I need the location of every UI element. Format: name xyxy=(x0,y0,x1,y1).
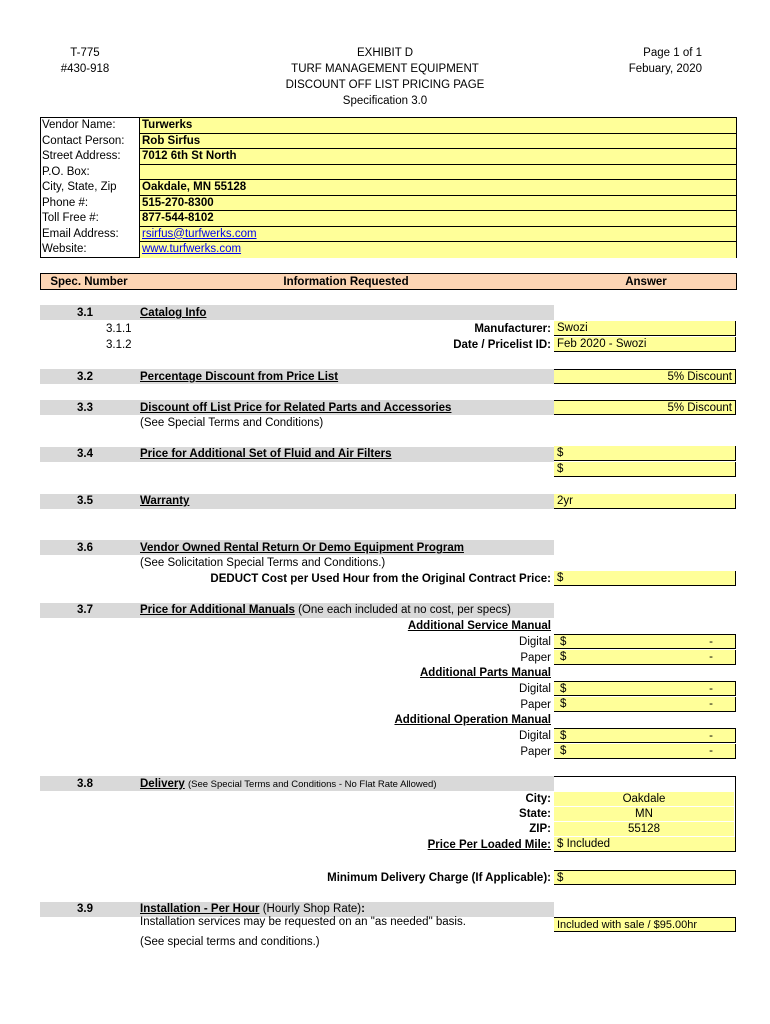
operation-manual-heading: Additional Operation Manual xyxy=(394,714,551,726)
item-3-1-2-number: 3.1.2 xyxy=(106,339,132,351)
answer-header: Answer xyxy=(625,276,667,288)
spec-number-header: Spec. Number xyxy=(50,276,128,288)
section-3-1-bar xyxy=(40,305,554,320)
loaded-mile-answer[interactable]: $ Included xyxy=(554,837,736,852)
manufacturer-answer[interactable]: Swozi xyxy=(554,321,736,336)
doc-title-1: TURF MANAGEMENT EQUIPMENT xyxy=(291,63,479,75)
empty-value-dash: - xyxy=(709,698,713,710)
information-header: Information Requested xyxy=(283,276,409,288)
section-3-5-title: Warranty xyxy=(140,495,190,507)
doc-id: T-775 xyxy=(70,47,100,59)
column-header-row xyxy=(40,273,737,290)
empty-value-dash: - xyxy=(709,730,713,742)
manufacturer-label: Manufacturer: xyxy=(474,323,551,335)
currency-sign: $ xyxy=(560,636,567,648)
page-number: Page 1 of 1 xyxy=(643,47,702,59)
pricelist-answer[interactable]: Feb 2020 - Swozi xyxy=(554,337,736,352)
currency-sign: $ xyxy=(560,698,567,710)
section-3-5-bar xyxy=(40,494,554,509)
deduct-cost-label: DEDUCT Cost per Used Hour from the Original Contract Price: xyxy=(210,573,551,585)
service-paper-label: Paper xyxy=(520,652,551,664)
section-3-6-number: 3.6 xyxy=(77,542,93,554)
po-box-value[interactable] xyxy=(139,165,736,181)
website-label: Website: xyxy=(42,243,87,255)
doc-number: #430-918 xyxy=(60,63,110,75)
filter-price-answer-2[interactable]: $ xyxy=(554,462,736,477)
parts-paper-answer[interactable] xyxy=(554,697,736,712)
vendor-name-value[interactable]: Turwerks xyxy=(139,118,736,134)
section-3-6-title: Vendor Owned Rental Return Or Demo Equipment Program xyxy=(140,542,464,554)
pricelist-label: Date / Pricelist ID: xyxy=(453,339,551,351)
section-3-4-number: 3.4 xyxy=(77,448,93,460)
currency-sign: $ xyxy=(560,651,567,663)
price-list-discount-answer[interactable]: 5% Discount xyxy=(554,369,736,384)
section-3-9-title: Installation - Per Hour xyxy=(140,903,260,915)
section-3-4-title: Price for Additional Set of Fluid and Air Filters xyxy=(140,448,392,460)
section-3-8-number: 3.8 xyxy=(77,778,93,790)
phone-value[interactable]: 515-270-8300 xyxy=(139,196,736,212)
exhibit-label: EXHIBIT D xyxy=(356,47,414,59)
parts-digital-label: Digital xyxy=(519,683,551,695)
section-3-9-title-note: (Hourly Shop Rate) xyxy=(262,903,362,915)
service-manual-heading: Additional Service Manual xyxy=(407,620,551,632)
section-3-8-title: Delivery xyxy=(140,778,185,790)
street-address-value[interactable]: 7012 6th St North xyxy=(139,149,736,165)
doc-title-2: DISCOUNT OFF LIST PRICING PAGE xyxy=(285,79,485,91)
section-3-7-number: 3.7 xyxy=(77,604,93,616)
currency-sign: $ xyxy=(560,730,567,742)
phone-label: Phone #: xyxy=(42,196,89,209)
section-3-5-number: 3.5 xyxy=(77,495,93,507)
section-3-9-heading xyxy=(140,902,365,916)
filter-price-answer-1[interactable]: $ xyxy=(554,446,736,461)
section-3-3-title: Discount off List Price for Related Parts and Accessories xyxy=(140,402,452,414)
section-3-7-title-note: (One each included at no cost, per specs) xyxy=(298,604,511,616)
street-address-label: Street Address: xyxy=(42,150,121,162)
vendor-info-table xyxy=(40,117,737,258)
empty-value-dash: - xyxy=(709,683,713,695)
parts-digital-answer[interactable] xyxy=(554,681,736,696)
warranty-answer[interactable]: 2yr xyxy=(554,494,736,509)
po-box-label: P.O. Box: xyxy=(42,165,90,178)
section-3-8-title-note: (See Special Terms and Conditions - No Flat Rate Allowed) xyxy=(187,779,437,790)
currency-sign: $ xyxy=(560,745,567,757)
min-delivery-label: Minimum Delivery Charge (If Applicable): xyxy=(327,872,551,884)
section-3-7-heading xyxy=(140,603,511,617)
email-label: Email Address: xyxy=(42,227,119,240)
empty-value-dash: - xyxy=(709,651,713,663)
parts-discount-answer[interactable]: 5% Discount xyxy=(554,400,736,415)
operation-paper-label: Paper xyxy=(520,746,551,758)
contact-person-value[interactable]: Rob Sirfus xyxy=(139,134,736,150)
section-3-9-note-1: Installation services may be requested on an "as needed" basis. xyxy=(140,916,466,928)
parts-manual-heading: Additional Parts Manual xyxy=(420,667,551,679)
section-3-1-number: 3.1 xyxy=(77,307,93,319)
state-label: State: xyxy=(519,808,551,820)
section-3-2-number: 3.2 xyxy=(77,371,93,383)
section-3-3-note: (See Special Terms and Conditions) xyxy=(140,417,324,429)
state-answer[interactable]: MN xyxy=(554,807,734,821)
city-answer[interactable]: Oakdale xyxy=(554,792,734,806)
service-paper-answer[interactable] xyxy=(554,650,736,665)
currency-sign: $ xyxy=(560,683,567,695)
deduct-cost-answer[interactable]: $ xyxy=(554,571,736,586)
installation-answer[interactable]: Included with sale / $95.00hr xyxy=(554,917,736,932)
toll-free-label: Toll Free #: xyxy=(42,212,99,224)
spec-label: Specification 3.0 xyxy=(342,95,428,107)
vendor-name-label: Vendor Name: xyxy=(42,119,116,131)
service-digital-label: Digital xyxy=(519,636,551,648)
section-3-6-note: (See Solicitation Special Terms and Conditions.) xyxy=(140,557,386,569)
service-digital-answer[interactable] xyxy=(554,634,736,649)
section-3-7-title: Price for Additional Manuals xyxy=(140,604,295,616)
section-3-9-colon: : xyxy=(361,903,365,915)
section-3-3-number: 3.3 xyxy=(77,402,93,414)
doc-date: Febuary, 2020 xyxy=(628,63,702,75)
operation-paper-answer[interactable] xyxy=(554,744,736,759)
section-3-8-heading xyxy=(140,777,437,792)
toll-free-value[interactable]: 877-544-8102 xyxy=(139,211,736,227)
section-3-1-title: Catalog Info xyxy=(140,307,207,319)
contact-person-label: Contact Person: xyxy=(42,134,125,147)
operation-digital-label: Digital xyxy=(519,730,551,742)
section-3-2-title: Percentage Discount from Price List xyxy=(140,371,339,383)
item-3-1-1-number: 3.1.1 xyxy=(106,323,132,335)
city-state-zip-label: City, State, Zip xyxy=(42,181,117,193)
website-link[interactable]: www.turfwerks.com xyxy=(139,242,736,258)
zip-label: ZIP: xyxy=(529,823,551,835)
section-3-9-note-2: (See special terms and conditions.) xyxy=(140,936,320,948)
zip-answer[interactable]: 55128 xyxy=(554,822,734,836)
parts-paper-label: Paper xyxy=(520,699,551,711)
city-state-zip-value[interactable]: Oakdale, MN 55128 xyxy=(139,180,736,196)
section-3-9-number: 3.9 xyxy=(77,903,93,915)
min-delivery-answer[interactable]: $ xyxy=(554,870,736,885)
empty-value-dash: - xyxy=(709,636,713,648)
email-link[interactable]: rsirfus@turfwerks.com xyxy=(139,227,736,243)
city-label: City: xyxy=(525,793,551,805)
empty-value-dash: - xyxy=(709,745,713,757)
loaded-mile-label: Price Per Loaded Mile: xyxy=(427,839,551,851)
operation-digital-answer[interactable] xyxy=(554,728,736,743)
